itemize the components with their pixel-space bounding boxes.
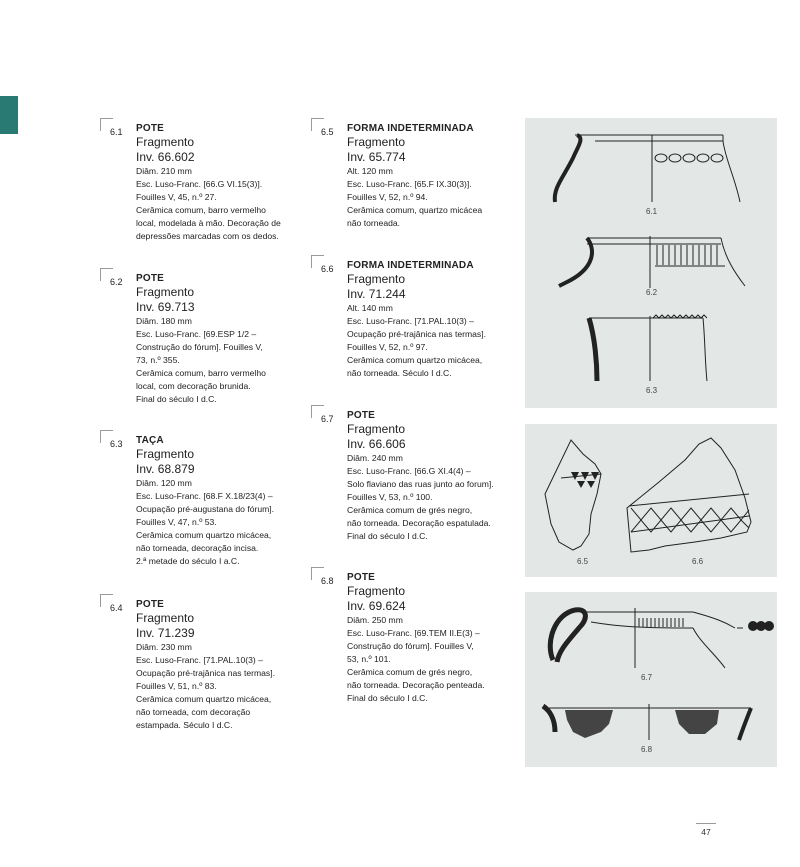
catalog-entry-6-6 — [314, 259, 504, 380]
catalog-entry-6-4 — [103, 598, 293, 732]
figure-label: 6.5 — [577, 557, 589, 566]
entry-number: 6.6 — [321, 264, 334, 274]
figure-panel-pottery-6-1-to-6-3 — [525, 118, 777, 408]
inventory-number: Inv. 66.602 — [136, 150, 195, 164]
object-details: Diâm. 210 mm Esc. Luso-Franc. [66.G VI.15(3)]. Fouilles V, 45, n.º 27. Cerâmica comum, barro vermelho local, modelada à mão. Decoração de depressões marcadas com os dedos. — [136, 166, 281, 241]
figure-panel-pottery-6-5-6-6 — [525, 424, 777, 577]
object-name: POTE — [136, 273, 165, 284]
object-details: Diâm. 120 mm Esc. Luso-Franc. [68.F X.18/23(4) – Ocupação pré-augustana do fórum]. Fouilles V, 47, n.º 53. Cerâmica comum quartzo micácea, não torneada, decoração incisa. 2.ª metade do século I a.C. — [136, 478, 275, 566]
object-type: Fragmento — [136, 447, 195, 461]
object-name: POTE — [136, 123, 165, 134]
object-type: Fragmento — [136, 611, 195, 625]
drawing-6-6 — [627, 438, 751, 552]
object-name: POTE — [136, 599, 165, 610]
drawing-6-7 — [550, 608, 743, 668]
object-details: Alt. 140 mm Esc. Luso-Franc. [71.PAL.10(3) – Ocupação pré-trajânica nas termas]. Fouilles V, 52, n.º 97. Cerâmica comum quartzo micácea, não torneada. Século I d.C. — [347, 303, 486, 378]
entry-number: 6.8 — [321, 576, 334, 586]
figure-label: 6.2 — [646, 288, 658, 297]
inventory-number: Inv. 71.244 — [347, 287, 406, 301]
object-details: Diâm. 230 mm Esc. Luso-Franc. [71.PAL.10(3) – Ocupação pré-trajânica nas termas]. Fouilles V, 51, n.º 83. Cerâmica comum quartzo micácea, não torneada, com decoração estampada. Século I d.C. — [136, 642, 275, 730]
inventory-number: Inv. 71.239 — [136, 626, 195, 640]
pottery-drawings-middle — [525, 424, 777, 577]
figure-label: 6.3 — [646, 386, 658, 395]
figure-label: 6.6 — [692, 557, 704, 566]
catalog-entry-6-2 — [103, 272, 293, 406]
object-details: Diâm. 250 mm Esc. Luso-Franc. [69.TEM II.E(3) – Construção do fórum]. Fouilles V, 53, n.º 101. Cerâmica comum de grés negro, não torneada. Decoração penteada. Final do século I d.C. — [347, 615, 485, 703]
object-name: POTE — [347, 410, 376, 421]
incised-triangles-6-5 — [571, 472, 599, 488]
inventory-number: Inv. 66.606 — [347, 437, 406, 451]
object-type: Fragmento — [136, 285, 195, 299]
object-name: FORMA INDETERMINADA — [347, 260, 474, 271]
section-tab — [0, 96, 18, 134]
figure-panel-pottery-6-7-6-8 — [525, 592, 777, 767]
object-name: FORMA INDETERMINADA — [347, 123, 474, 134]
inventory-number: Inv. 69.713 — [136, 300, 195, 314]
combed-sherds-6-8 — [565, 710, 719, 738]
object-type: Fragmento — [347, 584, 406, 598]
object-type: Fragmento — [136, 135, 195, 149]
entry-number: 6.1 — [110, 127, 123, 137]
object-details: Diâm. 180 mm Esc. Luso-Franc. [69.ESP 1/2 – Construção do fórum]. Fouilles V, 73, n.º 355. Cerâmica comum, barro vermelho local, com decoração brunida. Final do século I d.C. — [136, 316, 266, 404]
object-name: TAÇA — [136, 435, 164, 446]
drawing-6-3 — [589, 315, 707, 381]
catalog-entry-6-5 — [314, 122, 504, 230]
page-number: 47 — [696, 823, 716, 841]
drawing-6-1 — [555, 135, 740, 202]
burnished-lines-6-2 — [657, 245, 717, 265]
entry-number: 6.3 — [110, 439, 123, 449]
pottery-drawings-upper — [525, 118, 777, 408]
figure-label: 6.1 — [646, 207, 658, 216]
entry-number: 6.4 — [110, 603, 123, 613]
object-details: Alt. 120 mm Esc. Luso-Franc. [65.F IX.30(3)]. Fouilles V, 52, n.º 94. Cerâmica comum, quartzo micácea não torneada. — [347, 166, 483, 228]
inventory-number: Inv. 69.624 — [347, 599, 406, 613]
drawing-6-5 — [545, 440, 601, 550]
figure-label: 6.8 — [641, 745, 653, 754]
entry-number: 6.2 — [110, 277, 123, 287]
catalog-entry-6-1 — [103, 122, 293, 243]
object-type: Fragmento — [347, 272, 406, 286]
catalog-entry-6-7 — [314, 409, 524, 543]
entry-number: 6.5 — [321, 127, 334, 137]
object-name: POTE — [347, 572, 376, 583]
inventory-number: Inv. 65.774 — [347, 150, 406, 164]
catalog-entry-6-3 — [103, 434, 293, 568]
object-type: Fragmento — [347, 135, 406, 149]
stamped-lines-6-7 — [639, 618, 683, 627]
bead-profile-6-7 — [748, 621, 774, 631]
figure-label: 6.7 — [641, 673, 653, 682]
object-type: Fragmento — [347, 422, 406, 436]
object-details: Diâm. 240 mm Esc. Luso-Franc. [66.G XI.4(4) – Solo flaviano das ruas junto ao forum]. Fouilles V, 53, n.º 100. Cerâmica comum de grés negro, não torneada. Decoração espatulada. Final do século I d.C. — [347, 453, 494, 541]
inventory-number: Inv. 68.879 — [136, 462, 195, 476]
catalog-entry-6-8 — [314, 571, 504, 705]
entry-number: 6.7 — [321, 414, 334, 424]
